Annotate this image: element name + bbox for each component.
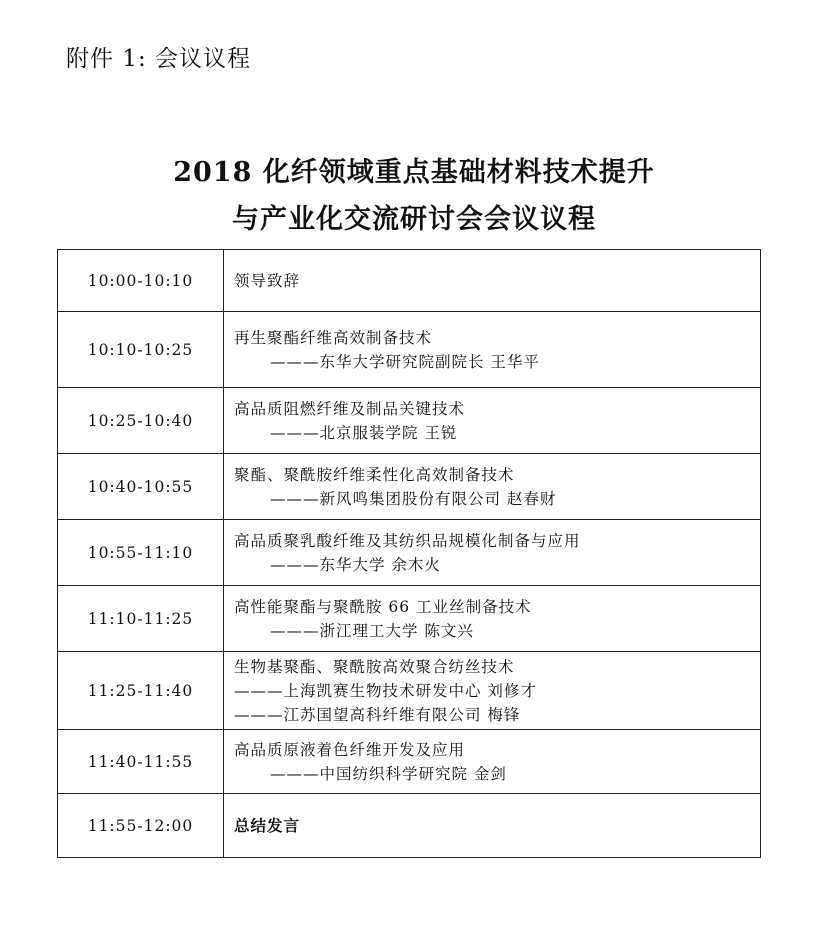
agenda-speaker: ———东华大学 余木火 xyxy=(270,555,441,574)
agenda-speaker: ———江苏国望高科纤维有限公司 梅锋 xyxy=(234,705,521,724)
agenda-time: 10:10-10:25 xyxy=(58,312,224,388)
agenda-topic: 高品质原液着色纤维开发及应用 xyxy=(234,740,466,759)
agenda-speaker: ———中国纺织科学研究院 金剑 xyxy=(270,764,507,783)
agenda-row xyxy=(58,586,761,652)
agenda-time: 11:40-11:55 xyxy=(58,730,224,794)
document-title-line-2: 与产业化交流研讨会会议议程 xyxy=(232,204,596,235)
agenda-content xyxy=(224,454,761,520)
agenda-topic: 高品质聚乳酸纤维及其纺织品规模化制备与应用 xyxy=(234,531,581,550)
agenda-row xyxy=(58,312,761,388)
agenda-content xyxy=(224,730,761,794)
agenda-time: 11:55-12:00 xyxy=(58,794,224,858)
agenda-topic: 高品质阻燃纤维及制品关键技术 xyxy=(234,399,466,418)
agenda-time: 11:10-11:25 xyxy=(58,586,224,652)
agenda-row xyxy=(58,388,761,454)
agenda-topic: 总结发言 xyxy=(234,815,301,835)
agenda-content xyxy=(224,388,761,454)
document-title-line-1: 2018 化纤领域重点基础材料技术提升 xyxy=(173,157,655,188)
agenda-time: 10:25-10:40 xyxy=(58,388,224,454)
agenda-row xyxy=(58,652,761,730)
agenda-speaker: ———新风鸣集团股份有限公司 赵春财 xyxy=(270,489,557,508)
agenda-row xyxy=(58,250,761,312)
agenda-topic: 聚酯、聚酰胺纤维柔性化高效制备技术 xyxy=(234,465,515,484)
agenda-topic: 生物基聚酯、聚酰胺高效聚合纺丝技术 xyxy=(234,657,515,676)
agenda-speaker: ———浙江理工大学 陈文兴 xyxy=(270,621,474,640)
agenda-topic: 再生聚酯纤维高效制备技术 xyxy=(234,328,433,347)
agenda-speaker: ———上海凯赛生物技术研发中心 刘修才 xyxy=(234,681,537,700)
agenda-time: 10:00-10:10 xyxy=(58,250,224,312)
agenda-content xyxy=(224,312,761,388)
agenda-content xyxy=(224,520,761,586)
attachment-label: 附件 1: 会议议程 xyxy=(66,46,252,72)
agenda-content xyxy=(224,250,761,312)
agenda-row xyxy=(58,454,761,520)
agenda-speaker: ———东华大学研究院副院长 王华平 xyxy=(270,352,540,371)
agenda-time: 10:40-10:55 xyxy=(58,454,224,520)
agenda-row xyxy=(58,730,761,794)
agenda-topic: 高性能聚酯与聚酰胺 66 工业丝制备技术 xyxy=(234,597,532,616)
agenda-time: 10:55-11:10 xyxy=(58,520,224,586)
agenda-content xyxy=(224,794,761,858)
agenda-row xyxy=(58,794,761,858)
agenda-content xyxy=(224,586,761,652)
agenda-content xyxy=(224,652,761,730)
agenda-table xyxy=(57,249,761,858)
agenda-time: 11:25-11:40 xyxy=(58,652,224,730)
agenda-speaker: ———北京服装学院 王锐 xyxy=(270,423,458,442)
agenda-row xyxy=(58,520,761,586)
agenda-topic: 领导致辞 xyxy=(234,271,301,290)
